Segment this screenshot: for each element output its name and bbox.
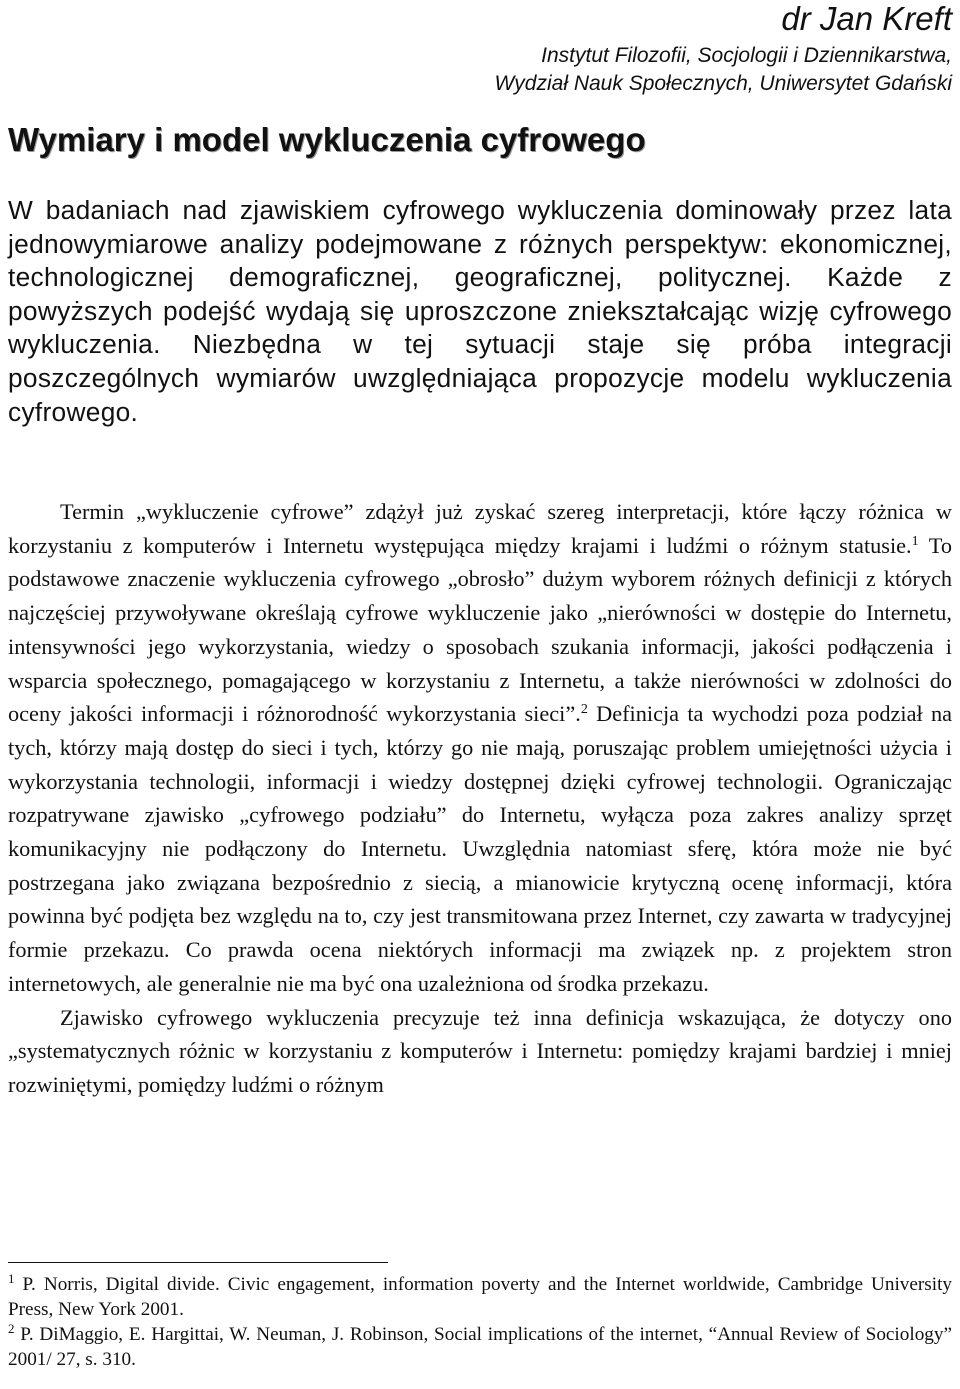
body-paragraph-2: Zjawisko cyfrowego wykluczenia precyzuje też inna definicja wskazująca, że dotyczy ono „systematycznych różnic w korzystaniu z komputerów i Internetu: pomiędzy krajami bardziej i mniej rozwiniętymi, pomiędzy ludźmi o różnym bbox=[8, 1004, 952, 1097]
abstract: W badaniach nad zjawiskiem cyfrowego wykluczenia dominowały przez lata jednowymiarowe analizy podejmowane z różnych perspektyw: ekonomicznej, technologicznej demograficznej, geograficznej, politycznej. Każde z powyższych podejść wydają się uproszczone zniekształcając wizję cyfrowego wykluczenia. Niezbędna w tej sytuacji staje się próba integracji poszczególnych wymiarów uwzględniająca propozycje modelu wykluczenia cyfrowego. bbox=[8, 195, 952, 427]
paper-title: Wymiary i model wykluczenia cyfrowego bbox=[8, 121, 646, 158]
footnote-2 bbox=[8, 1322, 952, 1372]
footnote-1-text: P. Norris, Digital divide. Civic engagement, information poverty and the Internet worldwide, Cambridge University Press, New York 2001. bbox=[8, 1274, 952, 1320]
body-text bbox=[8, 495, 952, 1102]
footnote-2-text: P. DiMaggio, E. Hargittai, W. Neuman, J. Robinson, Social implications of the internet, “Annual Review of Sociology” 2001/ 27, s. 310. bbox=[8, 1324, 952, 1370]
footnote-1 bbox=[8, 1272, 952, 1322]
footnote-ref-1[interactable]: 1 bbox=[911, 533, 919, 549]
footnotes bbox=[8, 1272, 952, 1372]
body-paragraph-1-part-b: To podstawowe znaczenie wykluczenia cyfrowego „obrosło” dużym wyborem różnych definicji z których najczęściej przywoływane określają cyfrowe wykluczenie jako „nierówności w dostępie do Internetu, intensywności jego wykorzystania, wiedzy o sposobach szukania informacji, jakości podłączenia i wsparcia społecznego, pomagającego w korzystaniu z Internetu, a także nierówności w zdolności do oceny jakości informacji i różnorodność wykorzystania sieci”. bbox=[8, 532, 952, 727]
body-paragraph-1-part-c: Definicja ta wychodzi poza podział na tych, którzy mają dostęp do sieci i tych, którzy go nie mają, poruszając problem umiejętności użycia i wykorzystania technologii, informacji i wiedzy dostępnej dzięki cyfrowej technologii. Ograniczając rozpatrywane zjawisko „cyfrowego podziału” do Internetu, wyłącza poza zakres analizy sprzęt komunikacyjny nie podłączony do Internetu. Uwzględnia natomiast sferę, która może nie być postrzegana jako związana bezpośrednio z siecią, a mianowicie krytyczną ocenę informacji, która powinna być podjęta bez względu na to, czy jest transmitowana przez Internet, czy zawarta w tradycyjnej formie przekazu. Co prawda ocena niektórych informacji ma związek np. z projektem stron internetowych, ale generalnie nie ma być ona uzależniona od środka przekazu. bbox=[8, 701, 952, 996]
affiliation-line-1: Instytut Filozofii, Socjologii i Dziennikarstwa, bbox=[541, 44, 952, 67]
author-affiliation bbox=[494, 42, 952, 98]
body-paragraph-1-part-a: Termin „wykluczenie cyfrowe” zdążył już zyskać szereg interpretacji, które łączy różnica w korzystaniu z komputerów i Internetu występująca między krajami i ludźmi o różnym statusie. bbox=[8, 499, 952, 558]
author-name: dr Jan Kreft bbox=[781, 0, 952, 37]
footnote-mark-1: 1 bbox=[8, 1271, 15, 1286]
footnote-mark-2: 2 bbox=[8, 1321, 15, 1336]
affiliation-line-2: Wydział Nauk Społecznych, Uniwersytet Gdański bbox=[494, 72, 952, 95]
footnote-separator bbox=[8, 1262, 388, 1263]
footnote-ref-2[interactable]: 2 bbox=[580, 702, 588, 718]
body-paragraph-1 bbox=[8, 495, 952, 1001]
